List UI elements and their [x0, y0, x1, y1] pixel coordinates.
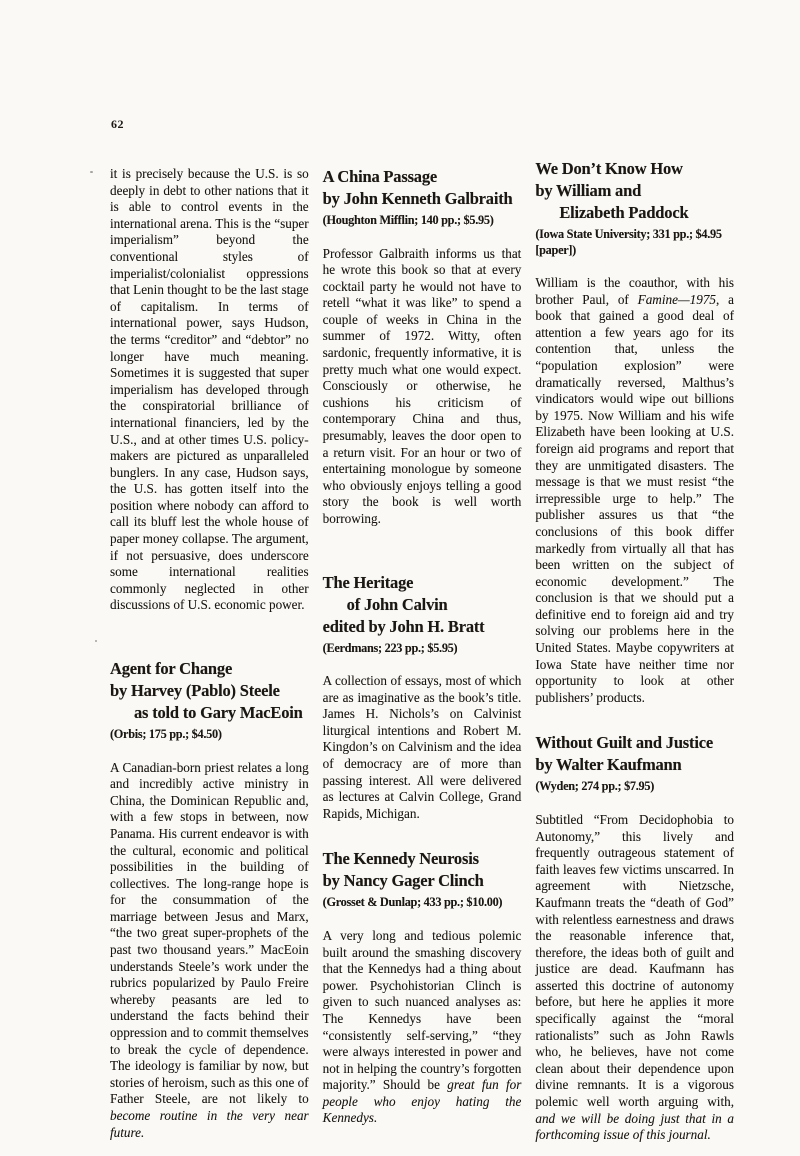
review-heading — [535, 158, 734, 224]
column-3 — [535, 158, 734, 1144]
review-body — [323, 246, 522, 528]
review-we-dont-know-how — [535, 158, 734, 706]
body-text-italic: become routine in the very near future. — [110, 1108, 309, 1140]
book-title: The Heritage — [322, 572, 414, 592]
review-heading — [535, 732, 734, 776]
book-editor: edited by John H. Bratt — [322, 616, 485, 636]
book-title: A China Passage — [322, 167, 438, 186]
book-author: by Walter Kaufmann — [535, 755, 682, 775]
scan-artifact — [90, 171, 93, 173]
review-body — [323, 928, 522, 1127]
body-text: Professor Galbraith informs us that he wrote this book so that at every cocktail party he would not have to retell “what it was like” to spend a couple of weeks in China in the summer of 1972. Witty, often sardonic, frequently informative, it is pretty much what one would expect. Consciously or otherwise, he cushions his criticism of contemporary China and thus, presumably, leaves the door open to a return visit. For an hour or two of entertaining monologue by someone who obviously enjoys telling a good story the book is well worth borrowing. — [322, 245, 522, 526]
publisher-info: (Wyden; 274 pp.; $7.95) — [535, 779, 655, 794]
book-title: Without Guilt and Justice — [535, 733, 713, 753]
text-columns — [110, 158, 734, 1144]
page-number: 62 — [111, 117, 124, 131]
book-author-secondary: Elizabeth Paddock — [559, 203, 689, 222]
book-title: The Kennedy Neurosis — [322, 849, 479, 869]
body-text-italic: Famine—1975 — [637, 291, 717, 307]
body-text-italic: great fun for people who enjoy hating the Kennedys. — [322, 1077, 522, 1126]
body-text: William is the coauthor, with his brother Paul, of — [535, 275, 735, 307]
publisher-info: (Grosset & Dunlap; 433 pp.; $10.00) — [322, 895, 503, 910]
scan-artifact — [95, 640, 97, 642]
book-author: by John Kenneth Galbraith — [322, 189, 513, 208]
book-title: We Don’t Know How — [535, 159, 683, 178]
body-text: A very long and tedious polemic built around the smashing discovery that the Kennedys had a thing about power. Psychohistorian Clinch is given to such nuanced analyses as: The Kennedys have been “consistently self-serving,” “they were always interested in power and not in helping the country’s forgotten majority.” Should be — [322, 927, 522, 1093]
body-text: A collection of essays, most of which are as imaginative as the book’s title. James H. Nichols’s on Calvinist liturgical intentions and Robert M. Kingdon’s on Calvinism and the idea of democracy are of more than passing interest. All were delivered as lectures at Calvin College, Grand Rapids, Michigan. — [322, 673, 522, 821]
body-text: A Canadian-born priest relates a long and incredibly active ministry in China, the Dominican Republic and, with a few stops in between, now Panama. His current endeavor is with the cultural, economic and political possibilities in the building of collectives. The long-range hope is for the consummation of the marriage between Jesus and Marx, “the two great super-prophets of the past two thousand years.” MacEoin understands Steele’s work under the rubrics popularized by Paulo Freire whereby peasants are led to understand the facts behind their oppression and to commit themselves to break the cycle of dependence. The ideology is familiar by now, but stories of heroism, such as this one of Father Steele, are not likely to — [110, 759, 309, 1107]
review-the-kennedy-neurosis — [323, 848, 522, 1127]
column-2 — [323, 158, 522, 1127]
review-the-heritage-of-john-calvin — [323, 572, 522, 823]
publisher-info: (Houghton Mifflin; 140 pp.; $5.95) — [322, 213, 494, 227]
publisher-info: (Eerdmans; 223 pp.; $5.95) — [322, 640, 458, 655]
book-title: Agent for Change — [110, 659, 233, 679]
review-a-china-passage — [323, 166, 522, 528]
review-body — [110, 760, 309, 1142]
review-body — [323, 673, 522, 822]
review-heading — [323, 166, 522, 210]
body-text-italic: and we will be doing just that in a forthcoming issue of this journal. — [535, 1110, 735, 1143]
review-heading — [323, 848, 522, 892]
body-text: it is precisely because the U.S. is so deeply in debt to other nations that it is able to control events in the international arena. This is the “super imperialism” beyond the conventional styles of imperialist/colonialist oppressions that Lenin thought to be the last stage of capitalism. In terms of international power, says Hudson, the terms “creditor” and “debtor” no longer have much meaning. Sometimes it is suggested that super imperialism has developed through the conspiratorial brilliance of international financiers, led by the U.S., and at other times U.S. policy-makers are pictured as unparalleled bunglers. In any case, Hudson says, the U.S. has gotten itself into the position where nobody can afford to call its bluff lest the whole house of paper money collapse. The argument, if not persuasive, does underscore some international realities commonly neglected in other discussions of U.S. economic power. — [110, 166, 309, 613]
column-1 — [110, 158, 309, 1141]
book-author: by Nancy Gager Clinch — [322, 871, 484, 891]
review-body — [535, 812, 734, 1144]
book-author-secondary: as told to Gary MacEoin — [134, 703, 303, 723]
book-author: by William and — [535, 181, 642, 200]
publisher-info: (Iowa State University; 331 pp.; $4.95 [paper]) — [535, 227, 722, 257]
body-text: , a book that gained a good deal of attention a few years ago for its contention that, unless the “population explosion” were dramatically reversed, Malthus’s vindicators would wipe out billions by 1975. Now William and his wife Elizabeth have been looking at U.S. foreign aid programs and report that they are unmitigated disasters. The message is that we must resist “the irrepressible urge to help.” The publisher assures us that “the conclusions of this book differ markedly from virtually all that has been written on the subject of economic development.” The conclusion is that we should put a definitive end to foreign aid and try solving our problems here in the United States. Maybe copywriters at Iowa State have neither time nor opportunity to look at other publishers’ products. — [535, 291, 735, 705]
body-text: Subtitled “From Decidophobia to Autonomy,” this lively and frequently outrageous statement of faith leaves few victims unscarred. In agreement with Nietzsche, Kaufmann treats the “death of God” with relentless earnestness and draws the reasonable inference that, therefore, the ideas both of guilt and justice are dead. Kaufmann has asserted this doctrine of autonomy before, but here he applies it more specifically against the “moral rationalists” such as John Rawls who, he believes, have not come clean about their dependence upon divine remnants. It is a vigorous polemic well worth arguing with, — [535, 811, 735, 1110]
book-title-line2: of John Calvin — [346, 594, 448, 614]
review-body — [535, 275, 734, 706]
article-continuation — [110, 166, 309, 614]
review-agent-for-change — [110, 658, 309, 1141]
review-heading — [323, 572, 522, 638]
review-without-guilt-and-justice — [535, 732, 734, 1143]
publisher-info: (Orbis; 175 pp.; $4.50) — [110, 727, 222, 742]
review-heading — [110, 658, 309, 724]
book-author: by Harvey (Pablo) Steele — [110, 681, 280, 701]
